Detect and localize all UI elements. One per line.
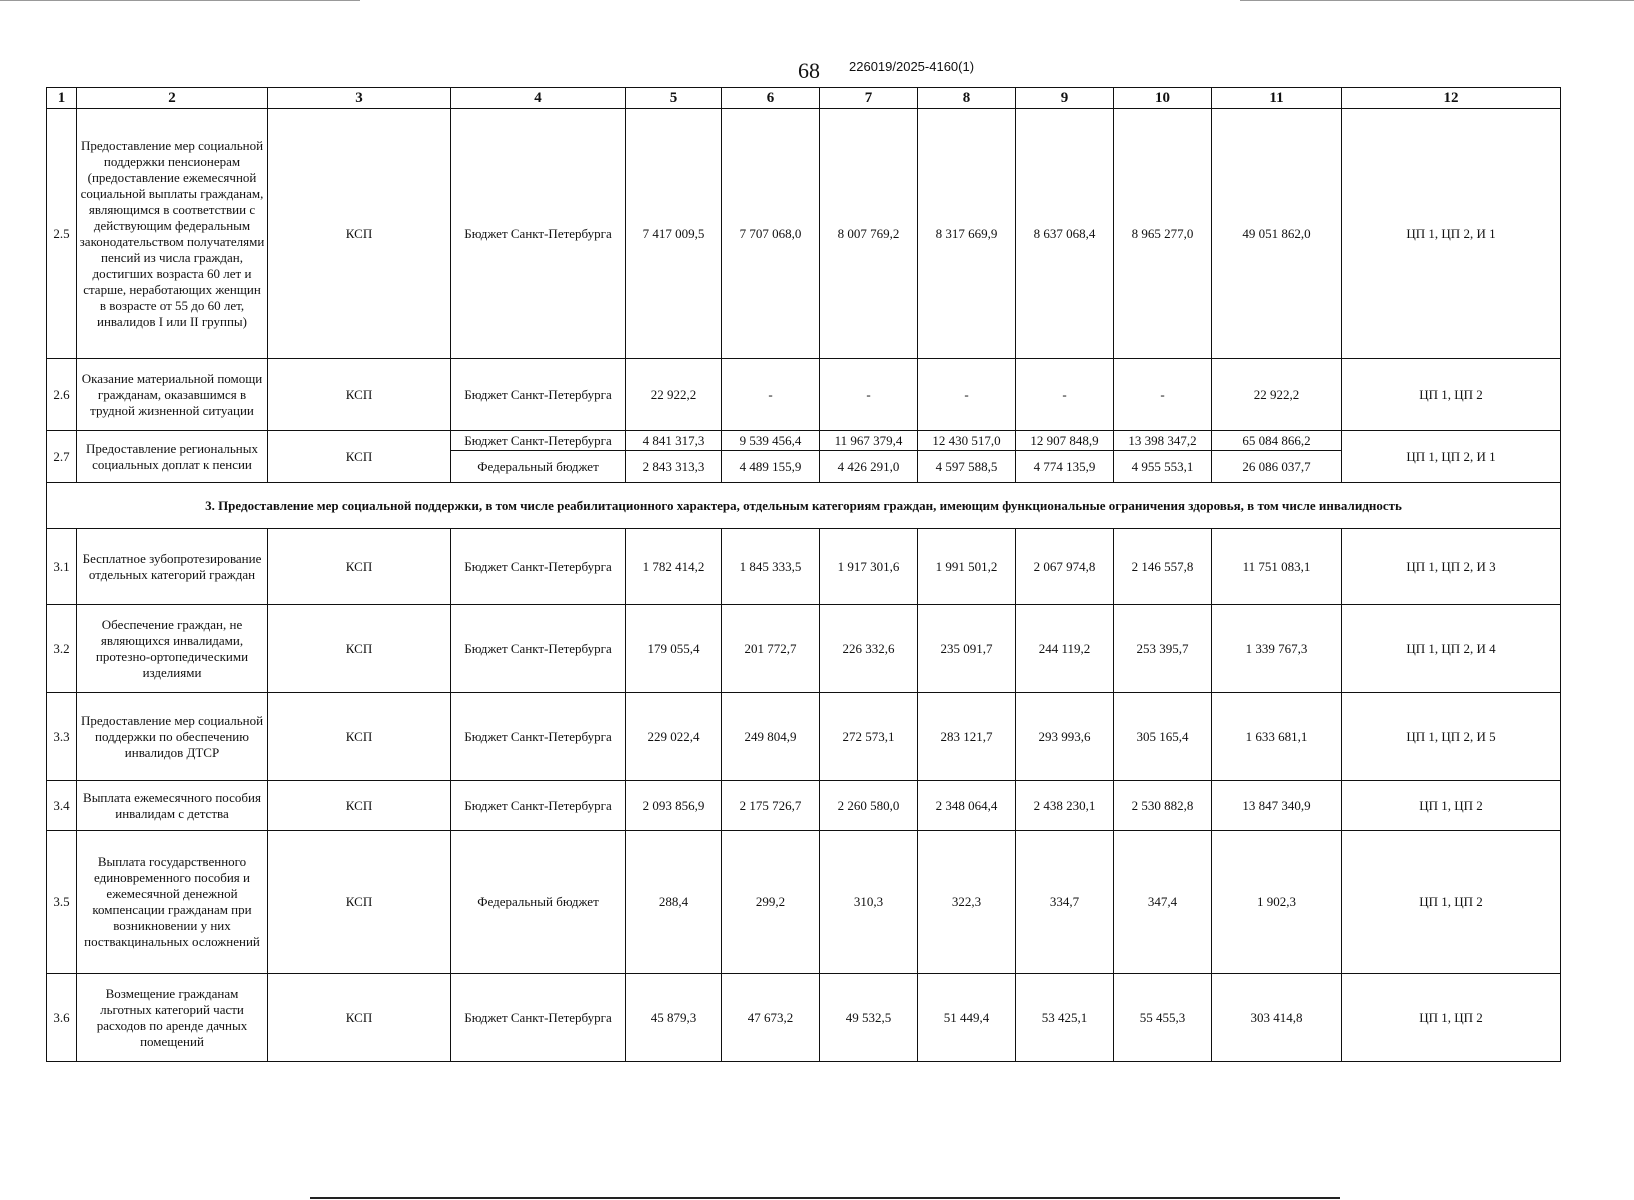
value-cell: 235 091,7 <box>918 605 1016 693</box>
value-cell: 253 395,7 <box>1114 605 1212 693</box>
value-cell: 51 449,4 <box>918 974 1016 1062</box>
value-cell: 249 804,9 <box>722 693 820 781</box>
page-number: 68 <box>798 58 820 83</box>
value-cell: 1 845 333,5 <box>722 529 820 605</box>
table-row <box>47 974 1561 1062</box>
value-cell: 322,3 <box>918 831 1016 974</box>
value-cell: - <box>1114 359 1212 431</box>
value-cell: 47 673,2 <box>722 974 820 1062</box>
header-cell: 9 <box>1016 88 1114 109</box>
value-cell: 8 965 277,0 <box>1114 109 1212 359</box>
total-cell: 11 751 083,1 <box>1212 529 1342 605</box>
funding-source: Федеральный бюджет <box>451 451 626 483</box>
value-cell: 310,3 <box>820 831 918 974</box>
header-cell: 3 <box>268 88 451 109</box>
goal-indicators: ЦП 1, ЦП 2, И 4 <box>1342 605 1561 693</box>
value-cell: 283 121,7 <box>918 693 1016 781</box>
funding-source: Бюджет Санкт-Петербурга <box>451 605 626 693</box>
header-cell: 2 <box>77 88 268 109</box>
funding-source: Бюджет Санкт-Петербурга <box>451 781 626 831</box>
total-cell: 49 051 862,0 <box>1212 109 1342 359</box>
row-number: 3.1 <box>47 529 77 605</box>
table-row <box>47 529 1561 605</box>
section-heading: 3. Предоставление мер социальной поддержки, в том числе реабилитационного характера, отдельным категориям граждан, имеющим функциональные ограничения здоровья, в том числе инвалидность <box>47 483 1561 529</box>
total-cell: 13 847 340,9 <box>1212 781 1342 831</box>
value-cell: - <box>1016 359 1114 431</box>
executor: КСП <box>268 781 451 831</box>
funding-source: Бюджет Санкт-Петербурга <box>451 693 626 781</box>
value-cell: 293 993,6 <box>1016 693 1114 781</box>
measure-name: Предоставление мер социальной поддержки пенсионерам (предоставление ежемесячной социальной выплаты гражданам, являющимся в соответствии с действующим федеральным законодательством получателями пенсий из числа граждан, достигших возраста 60 лет и старше, неработающих женщин в возрасте от 55 до 60 лет, инвалидов I или II группы) <box>77 109 268 359</box>
value-cell: 2 530 882,8 <box>1114 781 1212 831</box>
table-row <box>47 781 1561 831</box>
goal-indicators: ЦП 1, ЦП 2, И 1 <box>1342 109 1561 359</box>
measure-name: Обеспечение граждан, не являющихся инвалидами, протезно-ортопедическими изделиями <box>77 605 268 693</box>
row-number: 2.6 <box>47 359 77 431</box>
funding-source: Бюджет Санкт-Петербурга <box>451 109 626 359</box>
value-cell: 55 455,3 <box>1114 974 1212 1062</box>
value-cell: 8 637 068,4 <box>1016 109 1114 359</box>
header-cell: 12 <box>1342 88 1561 109</box>
value-cell: 4 597 588,5 <box>918 451 1016 483</box>
goal-indicators: ЦП 1, ЦП 2, И 5 <box>1342 693 1561 781</box>
value-cell: 2 438 230,1 <box>1016 781 1114 831</box>
value-cell: 305 165,4 <box>1114 693 1212 781</box>
total-cell: 1 339 767,3 <box>1212 605 1342 693</box>
total-cell: 65 084 866,2 <box>1212 431 1342 451</box>
executor: КСП <box>268 974 451 1062</box>
value-cell: 179 055,4 <box>626 605 722 693</box>
scan-bottom-line <box>310 1197 1340 1199</box>
value-cell: 347,4 <box>1114 831 1212 974</box>
value-cell: 272 573,1 <box>820 693 918 781</box>
value-cell: - <box>918 359 1016 431</box>
value-cell: 9 539 456,4 <box>722 431 820 451</box>
funding-source: Бюджет Санкт-Петербурга <box>451 974 626 1062</box>
header-cell: 1 <box>47 88 77 109</box>
funding-source: Бюджет Санкт-Петербурга <box>451 529 626 605</box>
table-row <box>47 831 1561 974</box>
value-cell: 13 398 347,2 <box>1114 431 1212 451</box>
measure-name: Предоставление мер социальной поддержки по обеспечению инвалидов ДТСР <box>77 693 268 781</box>
value-cell: 226 332,6 <box>820 605 918 693</box>
value-cell: 288,4 <box>626 831 722 974</box>
header-cell: 7 <box>820 88 918 109</box>
executor: КСП <box>268 529 451 605</box>
value-cell: 4 426 291,0 <box>820 451 918 483</box>
value-cell: 12 907 848,9 <box>1016 431 1114 451</box>
value-cell: 1 991 501,2 <box>918 529 1016 605</box>
row-number: 2.7 <box>47 431 77 483</box>
executor: КСП <box>268 431 451 483</box>
executor: КСП <box>268 831 451 974</box>
value-cell: 7 417 009,5 <box>626 109 722 359</box>
total-cell: 1 633 681,1 <box>1212 693 1342 781</box>
goal-indicators: ЦП 1, ЦП 2 <box>1342 831 1561 974</box>
value-cell: 4 774 135,9 <box>1016 451 1114 483</box>
goal-indicators: ЦП 1, ЦП 2, И 3 <box>1342 529 1561 605</box>
value-cell: 2 093 856,9 <box>626 781 722 831</box>
section-heading-row <box>47 483 1561 529</box>
funding-source: Бюджет Санкт-Петербурга <box>451 359 626 431</box>
measure-name: Выплата ежемесячного пособия инвалидам с детства <box>77 781 268 831</box>
value-cell: 22 922,2 <box>626 359 722 431</box>
row-number: 2.5 <box>47 109 77 359</box>
executor: КСП <box>268 605 451 693</box>
table-row <box>47 605 1561 693</box>
row-number: 3.5 <box>47 831 77 974</box>
row-number: 3.4 <box>47 781 77 831</box>
executor: КСП <box>268 109 451 359</box>
measure-name: Оказание материальной помощи гражданам, оказавшимся в трудной жизненной ситуации <box>77 359 268 431</box>
goal-indicators: ЦП 1, ЦП 2 <box>1342 781 1561 831</box>
measure-name: Бесплатное зубопротезирование отдельных категорий граждан <box>77 529 268 605</box>
total-cell: 26 086 037,7 <box>1212 451 1342 483</box>
value-cell: 299,2 <box>722 831 820 974</box>
header-cell: 11 <box>1212 88 1342 109</box>
row-number: 3.2 <box>47 605 77 693</box>
value-cell: 2 260 580,0 <box>820 781 918 831</box>
value-cell: 49 532,5 <box>820 974 918 1062</box>
total-cell: 303 414,8 <box>1212 974 1342 1062</box>
value-cell: 334,7 <box>1016 831 1114 974</box>
header-cell: 10 <box>1114 88 1212 109</box>
value-cell: 2 175 726,7 <box>722 781 820 831</box>
table-header-row <box>47 88 1561 109</box>
value-cell: 2 146 557,8 <box>1114 529 1212 605</box>
value-cell: 229 022,4 <box>626 693 722 781</box>
value-cell: 1 917 301,6 <box>820 529 918 605</box>
goal-indicators: ЦП 1, ЦП 2 <box>1342 359 1561 431</box>
measure-name: Выплата государственного единовременного пособия и ежемесячной денежной компенсации гражданам при возникновении у них поствакцинальных осложнений <box>77 831 268 974</box>
value-cell: 4 841 317,3 <box>626 431 722 451</box>
value-cell: - <box>722 359 820 431</box>
funding-source: Бюджет Санкт-Петербурга <box>451 431 626 451</box>
budget-table <box>46 87 1561 1062</box>
value-cell: 4 955 553,1 <box>1114 451 1212 483</box>
header-cell: 5 <box>626 88 722 109</box>
table-row <box>47 693 1561 781</box>
executor: КСП <box>268 693 451 781</box>
value-cell: 12 430 517,0 <box>918 431 1016 451</box>
value-cell: 7 707 068,0 <box>722 109 820 359</box>
value-cell: 244 119,2 <box>1016 605 1114 693</box>
value-cell: 1 782 414,2 <box>626 529 722 605</box>
measure-name: Возмещение гражданам льготных категорий части расходов по аренде дачных помещений <box>77 974 268 1062</box>
table-row <box>47 109 1561 359</box>
value-cell: 8 007 769,2 <box>820 109 918 359</box>
row-number: 3.6 <box>47 974 77 1062</box>
value-cell: - <box>820 359 918 431</box>
header-cell: 8 <box>918 88 1016 109</box>
value-cell: 4 489 155,9 <box>722 451 820 483</box>
goal-indicators: ЦП 1, ЦП 2, И 1 <box>1342 431 1561 483</box>
funding-source: Федеральный бюджет <box>451 831 626 974</box>
goal-indicators: ЦП 1, ЦП 2 <box>1342 974 1561 1062</box>
total-cell: 1 902,3 <box>1212 831 1342 974</box>
table-row <box>47 359 1561 431</box>
executor: КСП <box>268 359 451 431</box>
document-id: 226019/2025-4160(1) <box>849 59 975 74</box>
scan-edge-line-right <box>1240 0 1634 1</box>
value-cell: 45 879,3 <box>626 974 722 1062</box>
row-number: 3.3 <box>47 693 77 781</box>
value-cell: 2 067 974,8 <box>1016 529 1114 605</box>
value-cell: 53 425,1 <box>1016 974 1114 1062</box>
header-cell: 6 <box>722 88 820 109</box>
value-cell: 8 317 669,9 <box>918 109 1016 359</box>
measure-name: Предоставление региональных социальных доплат к пенсии <box>77 431 268 483</box>
value-cell: 11 967 379,4 <box>820 431 918 451</box>
table-row <box>47 431 1561 451</box>
header-cell: 4 <box>451 88 626 109</box>
value-cell: 2 843 313,3 <box>626 451 722 483</box>
value-cell: 2 348 064,4 <box>918 781 1016 831</box>
value-cell: 201 772,7 <box>722 605 820 693</box>
total-cell: 22 922,2 <box>1212 359 1342 431</box>
scan-edge-line-left <box>0 0 360 1</box>
